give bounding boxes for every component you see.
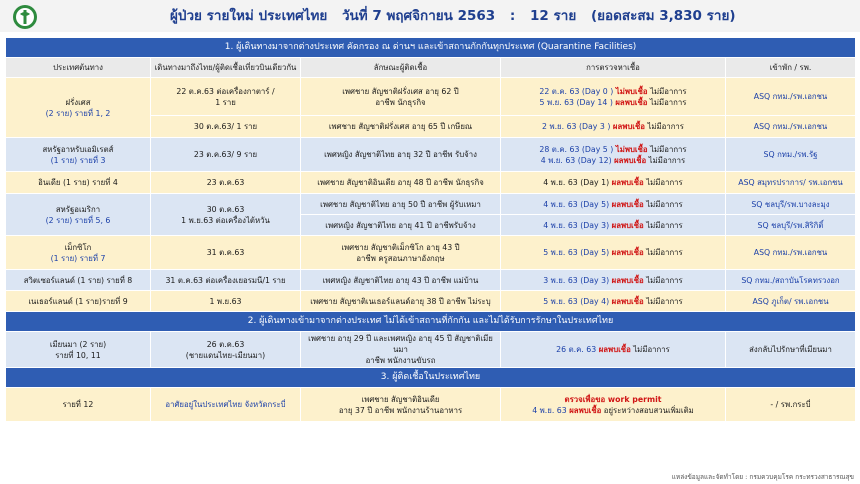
report-title: [170, 4, 810, 28]
table-row: [6, 138, 856, 172]
case-cell: เพศชาย สัญชาติไทย อายุ 50 ปี อาชีพ ผู้รับเหมา: [301, 194, 501, 215]
table-row: [6, 291, 856, 312]
arrival-cell: 26 ต.ค.63 (ชายแดนไทย-เมียนมา): [151, 332, 301, 368]
stay-cell: ASQ กทม./รพ.เอกชน: [726, 236, 856, 270]
title-cumulative: (ยอดสะสม 3,830 ราย): [590, 8, 736, 24]
arrival-cell: 1 พ.ย.63: [151, 291, 301, 312]
title-date: วันที่ 7 พฤศจิกายน 2563: [341, 8, 496, 24]
test-cell: 5 พ.ย. 63 (Day 4) ผลพบเชื้อ ไม่มีอาการ: [501, 291, 726, 312]
residence-cell: อาศัยอยู่ในประเทศไทย จังหวัดกระบี่: [151, 388, 301, 422]
case-cell: เพศหญิง สัญชาติไทย อายุ 32 ปี อาชีพ รับจ้าง: [301, 138, 501, 172]
arrival-cell: 22 ต.ค.63 ต่อเครื่องกาตาร์ / 1 ราย: [151, 78, 301, 116]
ministry-logo-icon: [8, 3, 42, 31]
test-cell: 28 ต.ค. 63 (Day 5 ) ไม่พบเชื้อ ไม่มีอาการ 4 พ.ย. 63 (Day 12) ผลพบเชื้อ ไม่มีอาการ: [501, 138, 726, 172]
arrival-cell: 30 ต.ค.63 1 พ.ย.63 ต่อเครื่องไต้หวัน: [151, 194, 301, 236]
country-cell: อินเดีย (1 ราย) รายที่ 4: [6, 172, 151, 194]
table-row: [6, 270, 856, 291]
stay-cell: ASQ กทม./รพ.เอกชน: [726, 78, 856, 116]
table-header-row: [6, 58, 856, 78]
case-number-cell: รายที่ 12: [6, 388, 151, 422]
test-cell: 4 พ.ย. 63 (Day 1) ผลพบเชื้อ ไม่มีอาการ: [501, 172, 726, 194]
case-cell: เพศชาย สัญชาติฝรั่งเศส อายุ 65 ปี เกษียณ: [301, 116, 501, 138]
col-arrival: เดินทางมาถึงไทย/ผู้ติดเชื้อเที่ยวบินเดียวกัน: [151, 58, 301, 78]
case-cell: เพศหญิง สัญชาติไทย อายุ 41 ปี อาชีพรับจ้าง: [301, 215, 501, 236]
table-row: [6, 236, 856, 270]
table-row: [6, 388, 856, 422]
cases-table: [5, 37, 856, 422]
arrival-cell: 31 ต.ค.63 ต่อเครื่องเยอรมนี/1 ราย: [151, 270, 301, 291]
section-1-heading: 1. ผู้เดินทางมาจากต่างประเทศ คัดกรอง ณ ด่านฯ และเข้าสถานกักกันทุกประเทศ (Quarantine Facilities): [6, 38, 856, 58]
country-cell: สวิตเซอร์แลนด์ (1 ราย) รายที่ 8: [6, 270, 151, 291]
table-row: [6, 194, 856, 215]
source-footer: แหล่งข้อมูลและจัดทำโดย : กรมควบคุมโรค กระทรวงสาธารณสุข: [671, 473, 854, 481]
stay-cell: ASQ กทม./รพ.เอกชน: [726, 116, 856, 138]
stay-cell: ASQ ภูเก็ต/ รพ.เอกชน: [726, 291, 856, 312]
arrival-cell: 23 ต.ค.63: [151, 172, 301, 194]
country-cell: สหรัฐอเมริกา (2 ราย) รายที่ 5, 6: [6, 194, 151, 236]
test-cell: 5 พ.ย. 63 (Day 5) ผลพบเชื้อ ไม่มีอาการ: [501, 236, 726, 270]
report-header: [0, 0, 860, 32]
arrival-cell: 23 ต.ค.63/ 9 ราย: [151, 138, 301, 172]
test-cell: 4 พ.ย. 63 (Day 5) ผลพบเชื้อ ไม่มีอาการ: [501, 194, 726, 215]
arrival-cell: 31 ต.ค.63: [151, 236, 301, 270]
country-cell: เนเธอร์แลนด์ (1 ราย)รายที่ 9: [6, 291, 151, 312]
case-cell: เพศชาย สัญชาติอินเดีย อายุ 37 ปี อาชีพ พนักงานร้านอาหาร: [301, 388, 501, 422]
case-cell: เพศชาย สัญชาติฝรั่งเศส อายุ 62 ปี อาชีพ นักธุรกิจ: [301, 78, 501, 116]
stay-cell: - / รพ.กระบี่: [726, 388, 856, 422]
case-cell: เพศชาย สัญชาติเม็กซิโก อายุ 43 ปี อาชีพ ครูสอนภาษาอังกฤษ: [301, 236, 501, 270]
col-case: ลักษณะผู้ติดเชื้อ: [301, 58, 501, 78]
col-stay: เข้าพัก / รพ.: [726, 58, 856, 78]
table-row: [6, 172, 856, 194]
stay-cell: ASQ สมุทรปราการ/ รพ.เอกชน: [726, 172, 856, 194]
table-row: [6, 78, 856, 116]
stay-cell: ส่งกลับไปรักษาที่เมียนมา: [726, 332, 856, 368]
title-separator: :: [509, 8, 516, 24]
table-row: [6, 332, 856, 368]
col-country: ประเทศต้นทาง: [6, 58, 151, 78]
country-cell: เม็กซิโก (1 ราย) รายที่ 7: [6, 236, 151, 270]
stay-cell: SQ กทม./รพ.รัฐ: [726, 138, 856, 172]
section-3-heading: 3. ผู้ติดเชื้อในประเทศไทย: [6, 368, 856, 388]
case-cell: เพศชาย สัญชาติอินเดีย อายุ 48 ปี อาชีพ นักธุรกิจ: [301, 172, 501, 194]
country-cell: เมียนมา (2 ราย) รายที่ 10, 11: [6, 332, 151, 368]
col-test: การตรวจหาเชื้อ: [501, 58, 726, 78]
cases-table-wrap: [5, 37, 855, 422]
test-cell: 3 พ.ย. 63 (Day 3) ผลพบเชื้อ ไม่มีอาการ: [501, 270, 726, 291]
test-cell: 26 ต.ค. 63 ผลพบเชื้อ ไม่มีอาการ: [501, 332, 726, 368]
arrival-cell: 30 ต.ค.63/ 1 ราย: [151, 116, 301, 138]
case-cell: เพศชาย อายุ 29 ปี และเพศหญิง อายุ 45 ปี สัญชาติเมียนมา อาชีพ พนักงานขับรถ: [301, 332, 501, 368]
stay-cell: SQ ชลบุรี/รพ.บางละมุง: [726, 194, 856, 215]
section-2-heading: 2. ผู้เดินทางเข้ามาจากต่างประเทศ ไม่ได้เข้าสถานที่กักกัน และไม่ได้รับการรักษาในประเทศไทย: [6, 312, 856, 332]
stay-cell: SQ ชลบุรี/รพ.สิริกิติ์: [726, 215, 856, 236]
case-cell: เพศชาย สัญชาติเนเธอร์แลนด์อายุ 38 ปี อาชีพ ไม่ระบุ: [301, 291, 501, 312]
title-count: 12 ราย: [530, 8, 577, 24]
country-cell: สหรัฐอาหรับเอมิเรตส์ (1 ราย) รายที่ 3: [6, 138, 151, 172]
test-cell: 4 พ.ย. 63 (Day 3) ผลพบเชื้อ ไม่มีอาการ: [501, 215, 726, 236]
test-cell: ตรวจเพื่อขอ work permit 4 พ.ย. 63 ผลพบเชื้อ อยู่ระหว่างสอบสวนเพิ่มเติม: [501, 388, 726, 422]
title-new-cases: ผู้ป่วย รายใหม่ ประเทศไทย: [170, 8, 328, 24]
test-cell: 2 พ.ย. 63 (Day 3 ) ผลพบเชื้อ ไม่มีอาการ: [501, 116, 726, 138]
test-cell: 22 ต.ค. 63 (Day 0 ) ไม่พบเชื้อ ไม่มีอาการ 5 พ.ย. 63 (Day 14 ) ผลพบเชื้อ ไม่มีอาการ: [501, 78, 726, 116]
case-cell: เพศหญิง สัญชาติไทย อายุ 43 ปี อาชีพ แม่บ้าน: [301, 270, 501, 291]
country-cell: ฝรั่งเศส (2 ราย) รายที่ 1, 2: [6, 78, 151, 138]
stay-cell: SQ กทม./สถาบันโรคทรวงอก: [726, 270, 856, 291]
